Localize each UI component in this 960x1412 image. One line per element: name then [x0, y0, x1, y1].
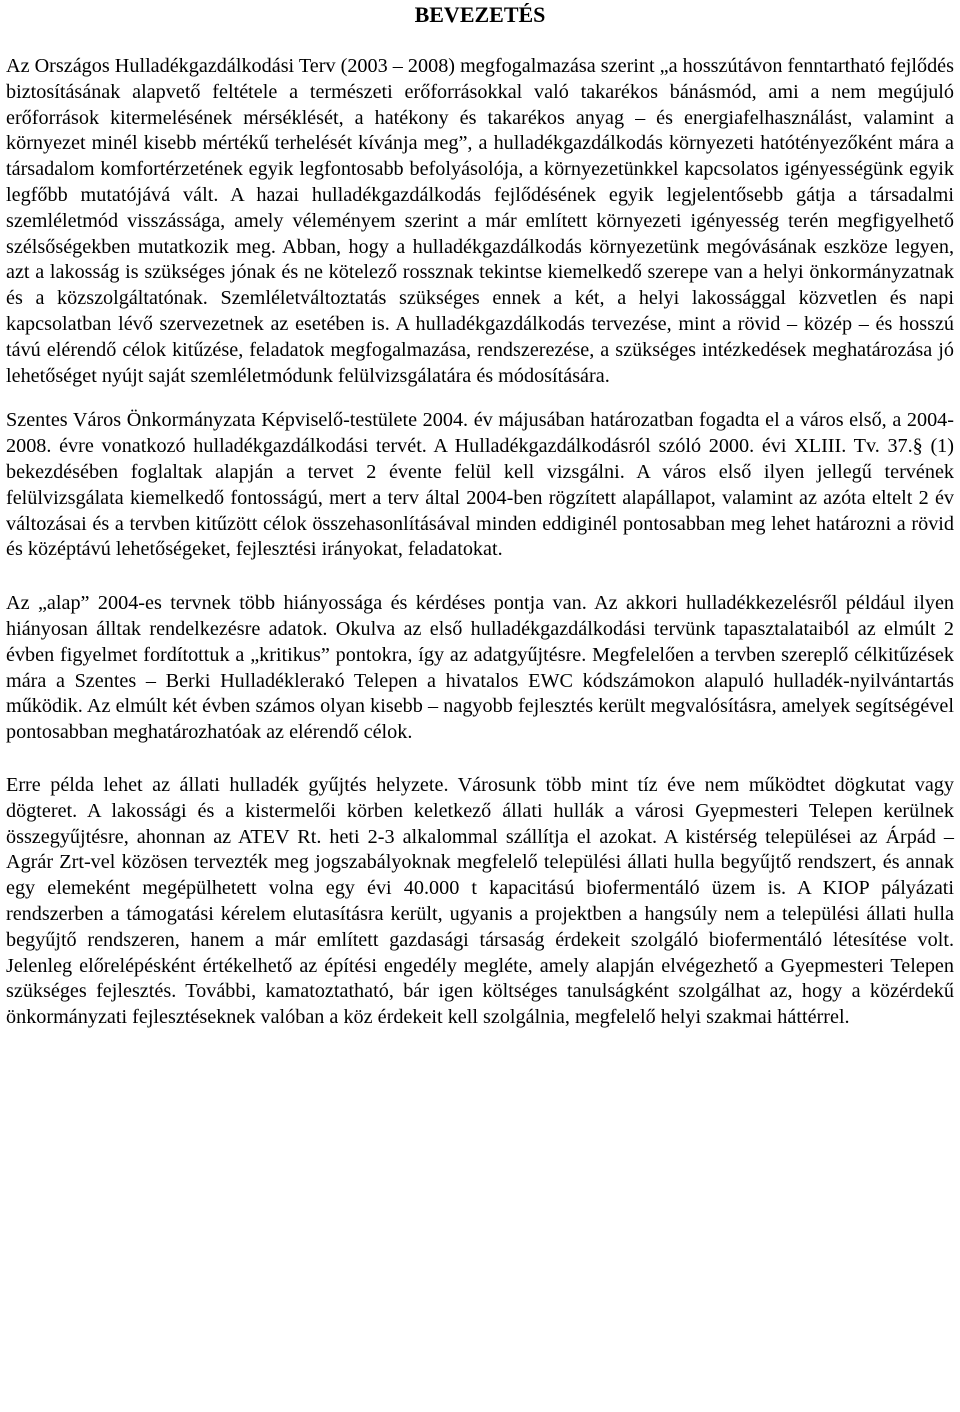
- page-title: BEVEZETÉS: [414, 2, 546, 27]
- paragraph-3: Az „alap” 2004-es tervnek több hiányossága és kérdéses pontja van. Az akkori hulladékkezelésről például ilyen hiányosan álltak rendelkezésre adatok. Okulva az első hulladékgazdálkodási tervünk tapasztalataiból az elmúlt 2 évben figyelmet fordítottuk a „kritikus” pontokra, így az adatgyűjtésre. Megfelelően a tervben szereplő célkitűzések mára a Szentes – Berki Hulladéklerakó Telepen a hivatalos EWC kódszámokon alapuló hulladék-nyilvántartás működik. Az elmúlt két évben számos olyan kisebb – nagyobb fejlesztés került megvalósításra, amelyek segítségével pontosabban meghatározhatóak az elérendő célok.: [6, 592, 954, 744]
- paragraph-2: Szentes Város Önkormányzata Képviselő-testülete 2004. év májusában határozatban fogadta el a város első, a 2004-2008. évre vonatkozó hulladékgazdálkodási tervét. A Hulladékgazdálkodásról szóló 2000. évi XLIII. Tv. 37.§ (1) bekezdésében foglaltak alapján a tervet 2 évente felül kell vizsgálni. A város első ilyen jellegű tervének felülvizsgálata kiemelkedő fontosságú, mert a terv által 2004-ben rögzített alapállapot, valamint az azóta eltelt 2 év változásai és a tervben kitűzött célok összehasonlításával minden eddiginél pontosabban meg lehet határozni a rövid és középtávú lehetőségeket, fejlesztési irányokat, feladatokat.: [6, 409, 954, 561]
- paragraph-1: Az Országos Hulladékgazdálkodási Terv (2003 – 2008) megfogalmazása szerint „a hosszútávon fenntartható fejlődés biztosításának alapvető feltétele a természeti erőforrásokkal való takarékos bánásmód, ami a nem megújuló erőforrások kitermelésének mérséklését, a hatékony és takarékos anyag – és energiafelhasználást, valamint a környezet minél kisebb mértékű terhelését kívánja meg”, a hulladékgazdálkodás környezeti hatótényezőként mára a társadalom komfortérzetének egyik legfontosabb befolyásolója, a környezetünkkel kapcsolatos igényességünk egyik legfőbb mutatójává vált. A hazai hulladékgazdálkodás fejlődésének egyik legjelentősebb gátja a társadalmi szemléletmód visszássága, amely véleményem szerint a már említett környezeti igényesség terén megfigyelhető szélsőségekben mutatkozik meg. Abban, hogy a hulladékgazdálkodás környezetünk megóvásának eszköze legyen, azt a lakosság is szükséges jónak és ne kötelező rossznak tekintse kiemelkedő szerepe van a helyi önkormányzatnak és a közszolgáltatónak. Szemléletváltoztatás szükséges ennek a két, a helyi lakossággal közvetlen és napi kapcsolatban lévő szervezetnek az esetében is. A hulladékgazdálkodás tervezése, mint a rövid – közép – és hosszú távú elérendő célok kitűzése, feladatok megfogalmazása, rendszerezése, a szükséges intézkedések meghatározása jó lehetőséget nyújt saját szemléletmódunk felülvizsgálatára és módosítására.: [6, 55, 954, 387]
- paragraph-4: Erre példa lehet az állati hulladék gyűjtés helyzete. Városunk több mint tíz éve nem működtet dögkutat vagy dögteret. A lakossági és a kistermelői körben keletkező állati hullák a városi Gyepmesteri Telepen kerülnek összegyűjtésre, ahonnan az ATEV Rt. heti 2-3 alkalommal szállítja el azokat. A kistérség települései az Árpád – Agrár Zrt-vel közösen tervezték meg jogszabályoknak megfelelő települési állati hulla begyűjtő rendszert, és annak egy elemeként megépülhetett volna egy évi 40.000 t kapacitású biofermentáló üzem is. A KIOP pályázati rendszerben a támogatási kérelem elutasításra került, ugyanis a projektben a hangsúly nem a települési állati hulla begyűjtő rendszeren, hanem a már említett gazdasági társaság érdekeit szolgáló biofermentáló létesítése volt. Jelenleg előrelépésként értékelhető az építési engedély megléte, amely alapján elvégezhető a Gyepmesteri Telepen szükséges fejlesztés. További, kamatoztatható, bár igen költséges tanulságként szolgálhat az, hogy a közérdekű önkormányzati fejlesztéseknek valóban a köz érdekeit kell szolgálnia, megfelelő helyi szakmai háttérrel.: [6, 773, 954, 1029]
